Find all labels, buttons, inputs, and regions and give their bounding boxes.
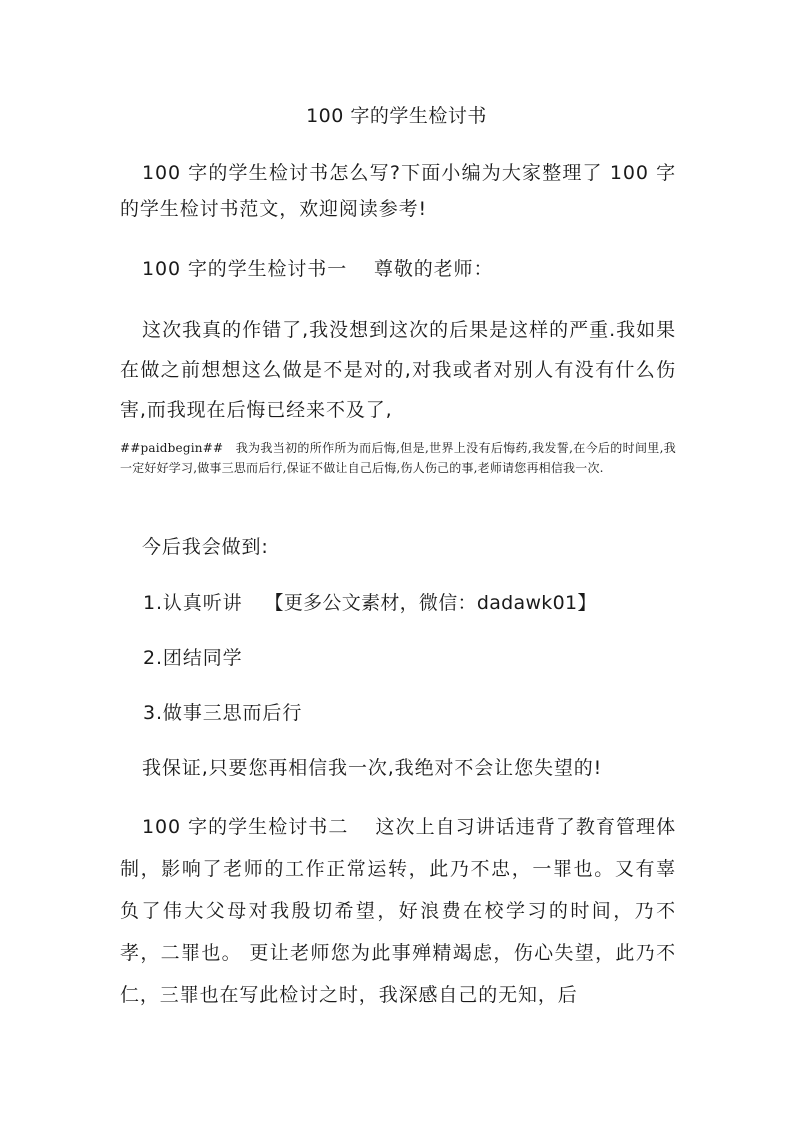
section2-body [120, 806, 676, 1016]
section2-body-text: 100 字的学生检讨书二 这次上自习讲话违背了教育管理体制，影响了老师的工作正常运转，此乃不忠，一罪也。又有辜负了伟大父母对我殷切希望，好浪费在校学习的时间，乃不孝，二罪也。 更让老师您为此事殚精竭虑，伤心失望，此乃不仁，三罪也在写此检讨之时，我深感自己的无知，后 [120, 816, 676, 1006]
list-item [143, 641, 243, 675]
promise-intro [120, 530, 676, 564]
list-item [143, 586, 597, 620]
document-title: 100 字的学生检讨书 [306, 105, 487, 127]
promise-intro-text: 今后我会做到: [142, 536, 269, 558]
section1-body-text: 这次我真的作错了,我没想到这次的后果是这样的严重.我如果在做之前想想这么做是不是对的,对我或者对别人有没有什么伤害,而我现在后悔已经来不及了, [120, 319, 676, 421]
promo-note: 【更多公文素材，微信：dadawk01】 [264, 592, 597, 614]
intro-paragraph [120, 155, 676, 227]
list-item-text: 1.认真听讲 [143, 592, 243, 614]
guarantee-paragraph [120, 751, 676, 785]
list-item [143, 696, 302, 730]
list-item-text: 3.做事三思而后行 [143, 702, 303, 724]
intro-text: 100 字的学生检讨书怎么写?下面小编为大家整理了 100 字的学生检讨书范文，欢迎阅读参考! [120, 162, 676, 220]
guarantee-text: 我保证,只要您再相信我一次,我绝对不会让您失望的! [142, 757, 603, 779]
paid-paragraph: ##paidbegin## 我为我当初的所作所为而后悔,但是,世界上没有后悔药,我发誓,在今后的时间里,我一定好好学习,做事三思而后行,保证不做让自己后悔,伤人伤己的事,老师请您再相信我一次. [120, 441, 676, 475]
section1-heading-text: 100 字的学生检讨书一 尊敬的老师： [142, 258, 494, 280]
section1-body [120, 310, 676, 430]
section1-heading [120, 252, 676, 286]
list-item-text: 2.团结同学 [143, 647, 243, 669]
